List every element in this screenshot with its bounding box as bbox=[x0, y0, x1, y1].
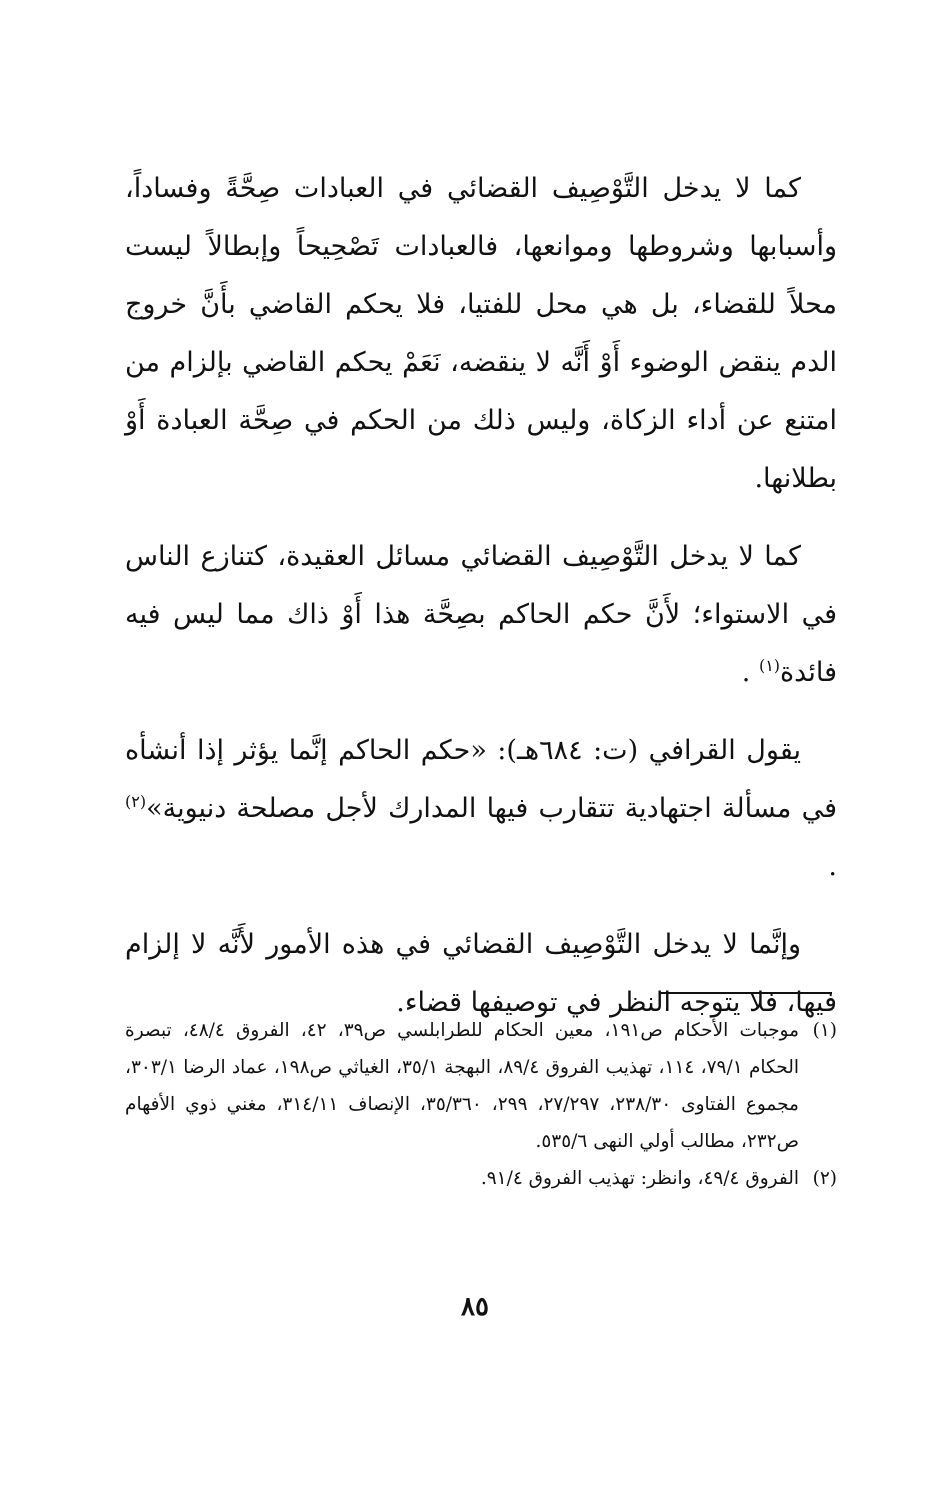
footnote-ref-1[interactable]: (١) bbox=[758, 656, 781, 675]
paragraph-3-end: . bbox=[828, 851, 837, 882]
footnote-1-number: (١) bbox=[812, 1020, 837, 1041]
footnote-1-text: موجبات الأحكام ص١٩١، معين الحكام للطرابلسي ص٣٩، ٤٢، الفروق ٤٨/٤، تبصرة الحكام ٧٩/١، ١١٤، تهذيب الفروق ٨٩/٤، البهجة ٣٥/١، الغياثي ص١٩٨، عماد الرضا ٣٠٣/١، مجموع الفتاوى ٢٣٨/٣٠، ٢٧/٢٩٧، ٢٩٩، ٣٥/٣٦٠، الإنصاف ٣١٤/١١، مغني ذوي الأفهام ص٢٣٢، مطالب أولي النهى ٥٣٥/٦. bbox=[125, 1020, 799, 1152]
page-number: ٨٥ bbox=[461, 1292, 489, 1322]
footnote-ref-2[interactable]: (٢) bbox=[125, 792, 147, 811]
paragraph-2-end: . bbox=[741, 657, 751, 688]
footnote-2-number: (٢) bbox=[812, 1168, 837, 1189]
footnotes bbox=[125, 1012, 837, 1197]
footnote-2 bbox=[125, 1160, 837, 1197]
paragraph-2 bbox=[125, 528, 837, 702]
footnote-2-text: الفروق ٤٩/٤، وانظر: تهذيب الفروق ٩١/٤. bbox=[480, 1168, 799, 1189]
paragraph-3 bbox=[125, 722, 837, 896]
main-text bbox=[125, 160, 837, 1032]
paragraph-1-text: كما لا يدخل التَّوْصِيف القضائي في العبادات صِحَّةً وفساداً، وأسبابها وشروطها وموانعها، فالعبادات تَصْحِيحاً وإبطالاً ليست محلاً للقضاء، بل هي محل للفتيا، فلا يحكم القاضي بأَنَّ خروج الدم ينقض الوضوء أَوْ أَنَّه لا ينقضه، نَعَمْ يحكم القاضي بإلزام من امتنع عن أداء الزكاة، وليس ذلك من الحكم في صِحَّة العبادة أَوْ بطلانها. bbox=[125, 173, 837, 494]
paragraph-2-text: كما لا يدخل التَّوْصِيف القضائي مسائل العقيدة، كتنازع الناس في الاستواء؛ لأَنَّ حكم الحاكم بصِحَّة هذا أَوْ ذاك مما ليس فيه فائدة bbox=[125, 541, 837, 688]
paragraph-3-text: يقول القرافي (ت: ٦٨٤هـ): «حكم الحاكم إنَّما يؤثر إذا أنشأه في مسألة اجتهادية تتقارب فيها المدارك لأجل مصلحة دنيوية» bbox=[125, 735, 837, 824]
paragraph-1 bbox=[125, 160, 837, 508]
paragraph-4-text: وإنَّما لا يدخل التَّوْصِيف القضائي في هذه الأمور لأَنَّه لا إلزام فيها، فلا يتوجه النظر في توصيفها قضاء. bbox=[125, 929, 837, 1018]
footnote-separator bbox=[660, 992, 832, 994]
footnote-1 bbox=[125, 1012, 837, 1160]
